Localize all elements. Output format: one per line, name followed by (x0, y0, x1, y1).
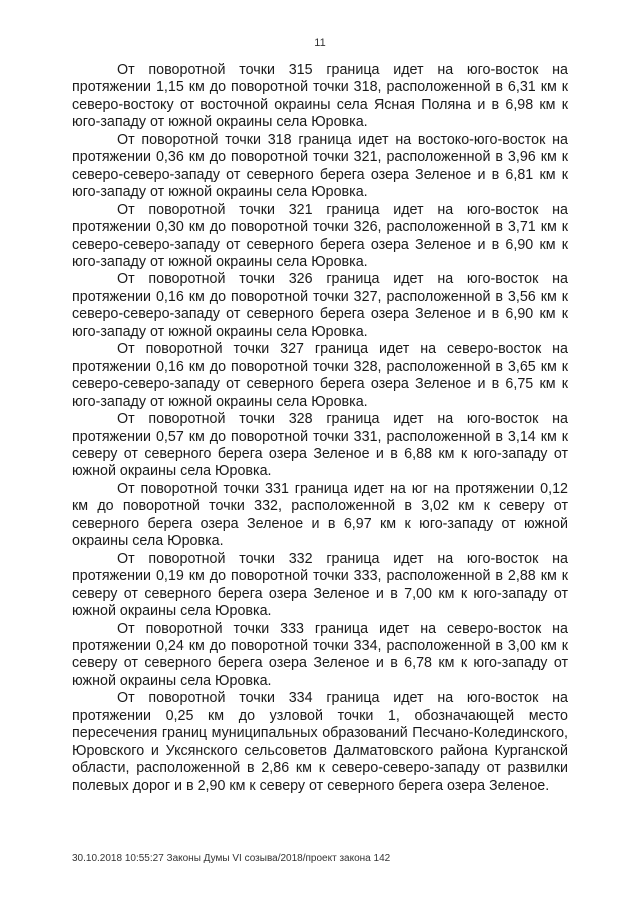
paragraph: От поворотной точки 321 граница идет на юго-восток на протяжении 0,30 км до поворотной точки 326, расположенной в 3,71 км к северо-северо-западу от северного берега озера Зеленое и в 6,90 км к юго-западу от южной окраины села Юровка. (72, 201, 568, 270)
document-body (72, 62, 568, 795)
paragraph: От поворотной точки 315 граница идет на юго-восток на протяжении 1,15 км до поворотной точки 318, расположенной в 6,31 км к северо-востоку от восточной окраины села Ясная Поляна и в 6,98 км к юго-западу от южной окраины села Юровка. (72, 62, 568, 131)
paragraph: От поворотной точки 326 граница идет на юго-восток на протяжении 0,16 км до поворотной точки 327, расположенной в 3,56 км к северо-северо-западу от северного берега озера Зеленое и в 6,90 км к юго-западу от южной окраины села Юровка. (72, 271, 568, 340)
paragraph: От поворотной точки 332 граница идет на юго-восток на протяжении 0,19 км до поворотной точки 333, расположенной в 2,88 км к северу от северного берега озера Зеленое и в 7,00 км к юго-западу от южной окраины села Юровка. (72, 550, 568, 620)
paragraph: От поворотной точки 328 граница идет на юго-восток на протяжении 0,57 км до поворотной точки 331, расположенной в 3,14 км к северу от северного берега озера Зеленое и в 6,88 км к юго-западу от южной окраины села Юровка. (72, 411, 568, 480)
paragraph: От поворотной точки 327 граница идет на северо-восток на протяжении 0,16 км до поворотной точки 328, расположенной в 3,65 км к северо-северо-западу от северного берега озера Зеленое и в 6,75 км к юго-западу от южной окраины села Юровка. (72, 341, 568, 410)
footer-file-path: 30.10.2018 10:55:27 Законы Думы VI созыва/2018/проект закона 142 (72, 853, 391, 864)
paragraph: От поворотной точки 334 граница идет на юго-восток на протяжении 0,25 км до узловой точки 1, обозначающей место пересечения границ муниципальных образований Песчано-Колединского, Юровского и Уксянского сельсоветов Далматовского района Курганской области, расположенной в 2,86 км к северо-северо-западу от развилки полевых дорог и в 2,90 км к северу от северного берега озера Зеленое. (72, 690, 568, 794)
paragraph: От поворотной точки 331 граница идет на юг на протяжении 0,12 км до поворотной точки 332, расположенной в 3,02 км к северу от северного берега озера Зеленое и в 6,97 км к юго-западу от южной окраины села Юровка. (72, 480, 568, 550)
page-number: 11 (314, 37, 326, 49)
paragraph: От поворотной точки 318 граница идет на востоко-юго-восток на протяжении 0,36 км до поворотной точки 321, расположенной в 3,96 км к северо-северо-западу от северного берега озера Зеленое и в 6,81 км к юго-западу от южной окраины села Юровка. (72, 131, 568, 201)
paragraph: От поворотной точки 333 граница идет на северо-восток на протяжении 0,24 км до поворотной точки 334, расположенной в 3,00 км к северу от северного берега озера Зеленое и в 6,78 км к юго-западу от южной окраины села Юровка. (72, 620, 568, 689)
